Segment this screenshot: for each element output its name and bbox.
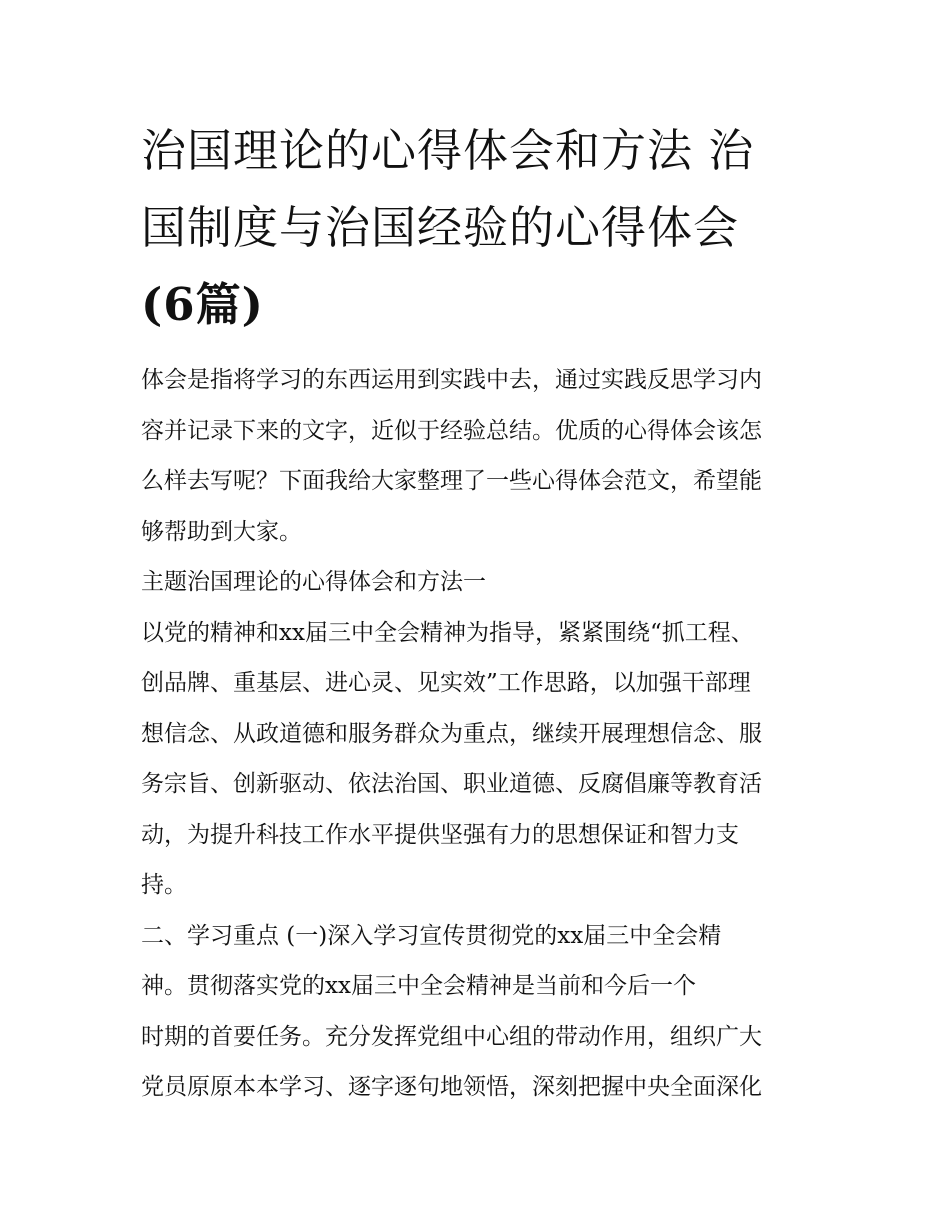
body-line: 时期的首要任务。充分发挥党组中心组的带动作用，组织广大 bbox=[141, 1023, 762, 1050]
body-line: 动，为提升科技工作水平提供坚强有力的思想保证和智力支 bbox=[141, 821, 739, 848]
body-line: 创品牌、重基层、进心灵、见实效”工作思路，以加强干部理 bbox=[141, 670, 751, 696]
body-line: 够帮助到大家。 bbox=[141, 518, 302, 545]
title-line-1: 治国理论的心得体会和方法 治 bbox=[141, 124, 755, 177]
document-body bbox=[141, 355, 821, 1113]
title-line-2: 国制度与治国经验的心得体会 bbox=[141, 201, 740, 254]
document-title bbox=[141, 112, 821, 343]
section-heading: 主题治国理论的心得体会和方法一 bbox=[141, 569, 486, 595]
body-line: 容并记录下来的文字，近似于经验总结。优质的心得体会该怎 bbox=[141, 417, 762, 444]
title-line-3: (6篇) bbox=[141, 278, 264, 331]
body-line: 党员原原本本学习、逐字逐句地领悟，深刻把握中央全面深化 bbox=[141, 1074, 762, 1100]
body-line: 么样去写呢？下面我给大家整理了一些心得体会范文，希望能 bbox=[141, 468, 762, 494]
body-line: 以党的精神和xx届三中全会精神为指导，紧紧围绕“抓工程、 bbox=[141, 619, 754, 646]
body-line: 二、学习重点 (一)深入学习宣传贯彻党的xx届三中全会精 bbox=[141, 922, 722, 949]
body-line: 务宗旨、创新驱动、依法治国、职业道德、反腐倡廉等教育活 bbox=[141, 771, 762, 797]
body-line: 神。贯彻落实党的xx届三中全会精神是当前和今后一个 bbox=[141, 973, 696, 999]
body-line: 想信念、从政道德和服务群众为重点，继续开展理想信念、服 bbox=[141, 720, 762, 747]
body-line: 持。 bbox=[141, 872, 187, 898]
body-line: 体会是指将学习的东西运用到实践中去，通过实践反思学习内 bbox=[141, 367, 762, 393]
